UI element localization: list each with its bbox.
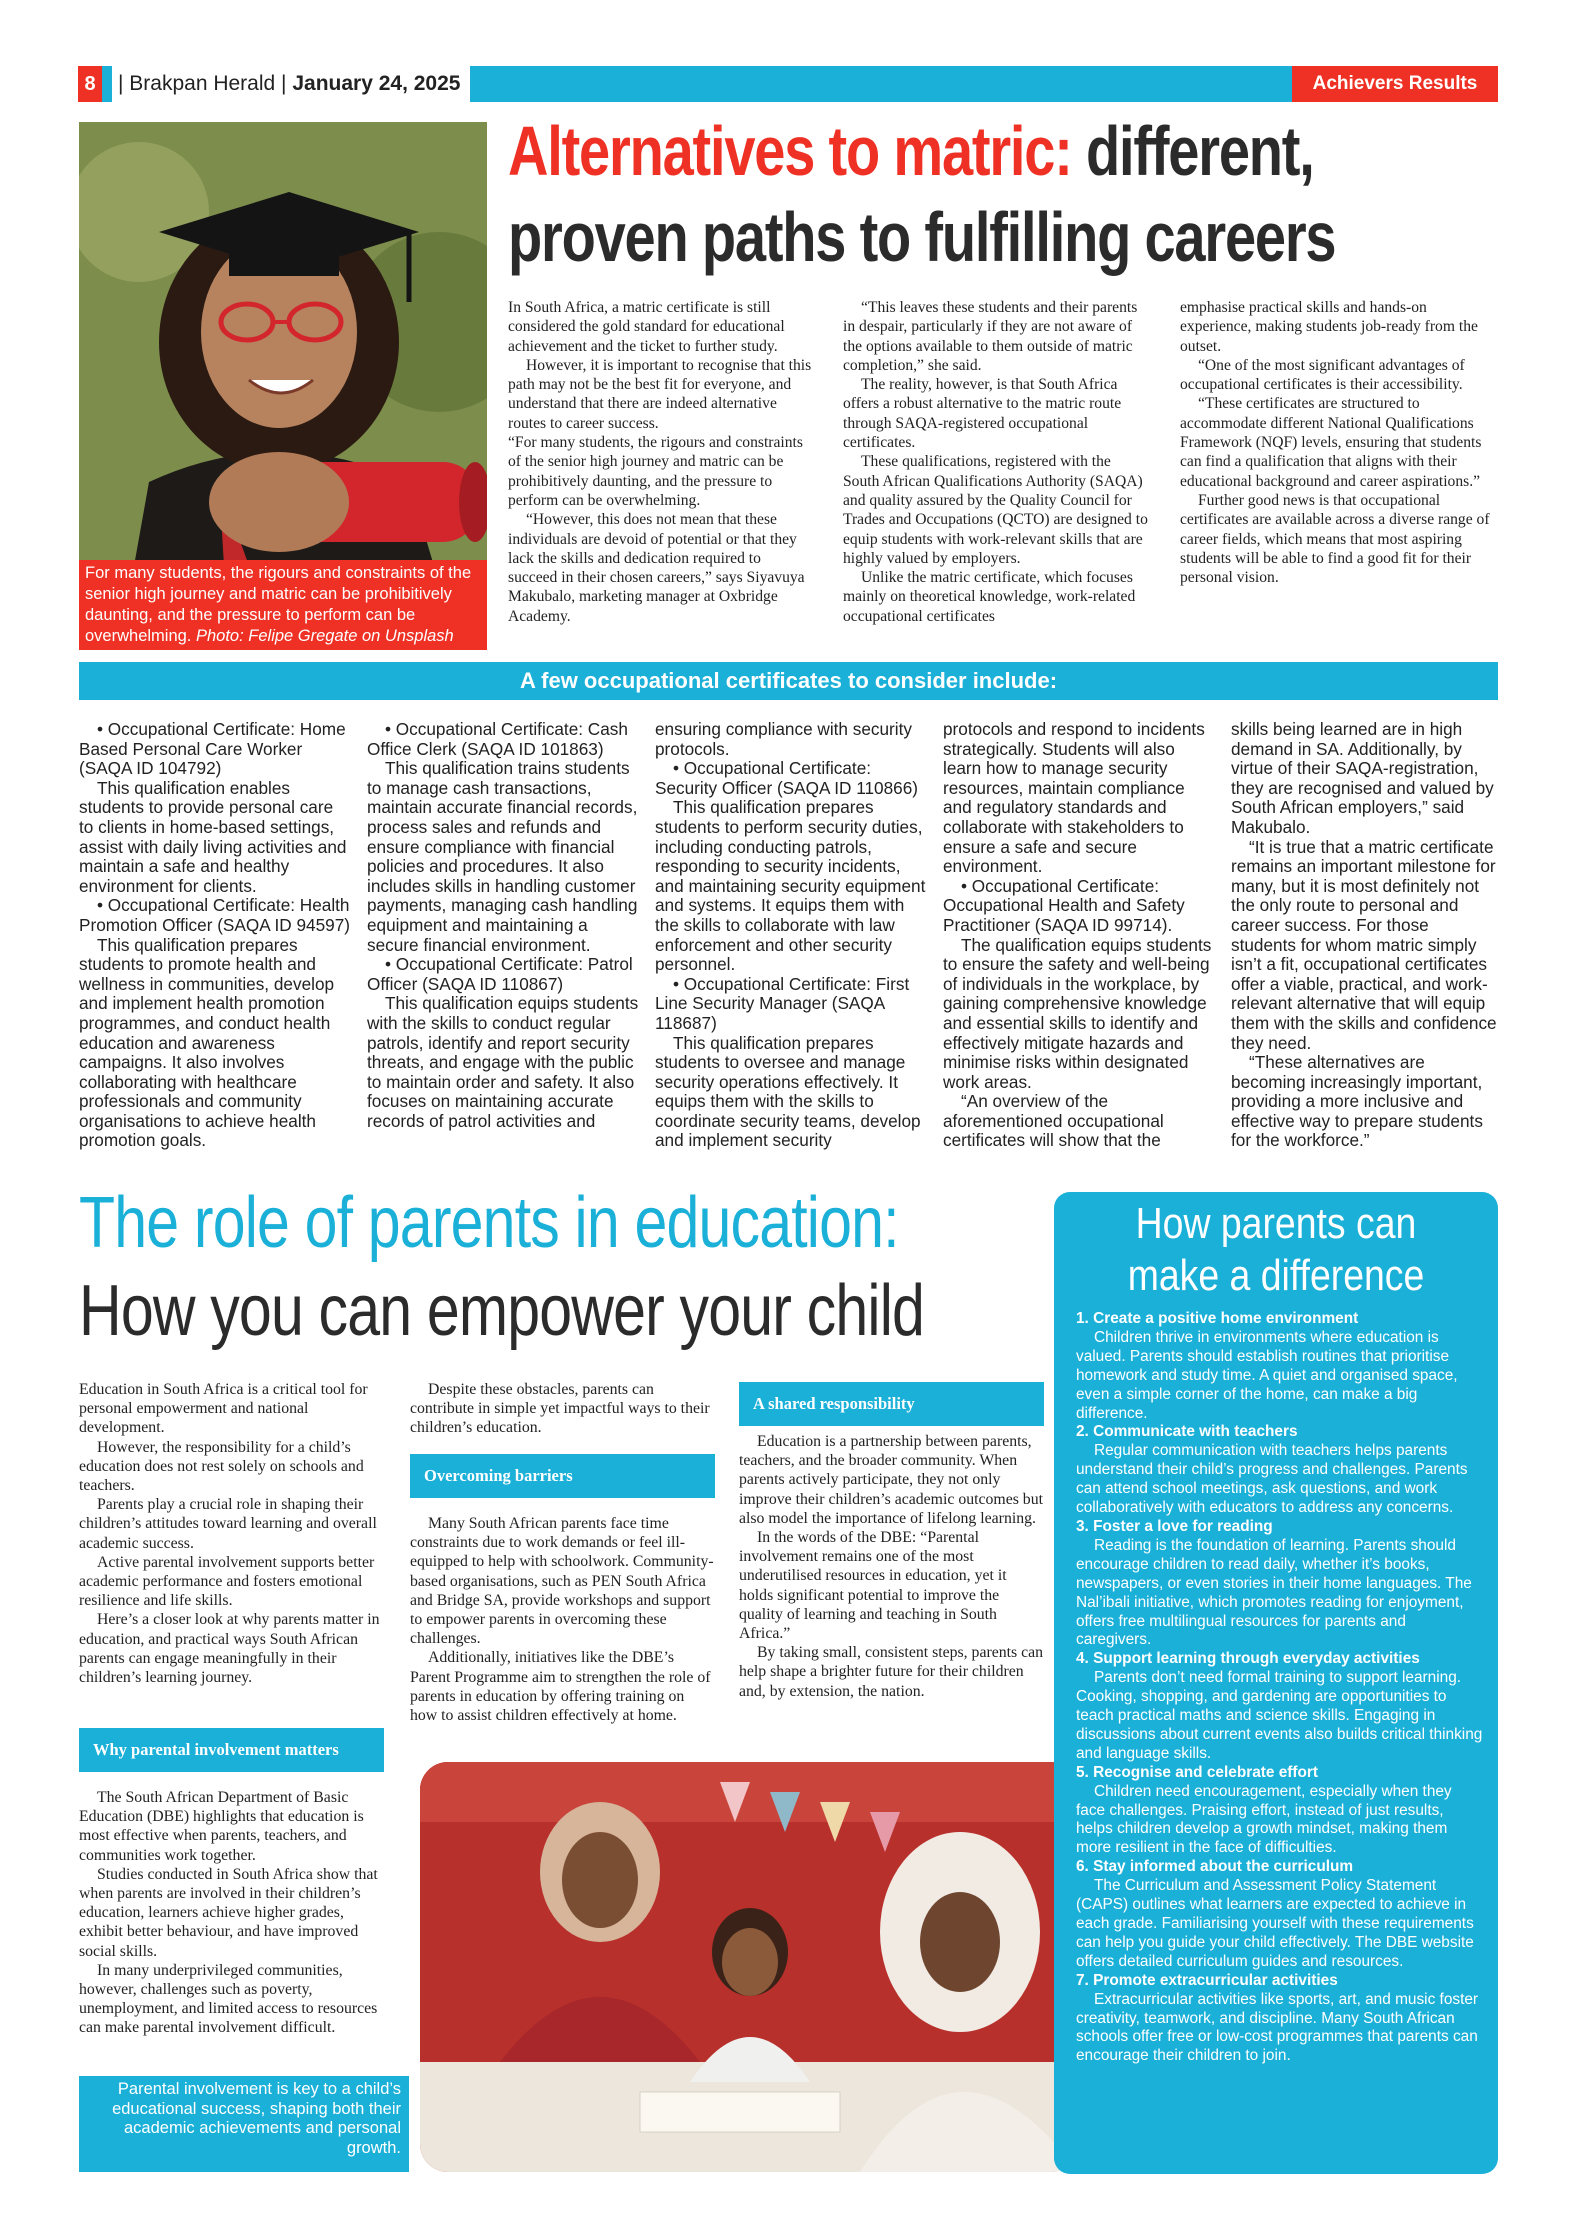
photo-credit: Photo: Felipe Gregate on Unsplash [195,627,454,645]
sidebar-tips [1076,1310,1484,2066]
subhead-why: Why parental involvement matters [79,1728,384,1772]
family-photo-caption: Parental involvement is key to a child’s educational success, shaping both their academic achievements and personal growth. [79,2076,409,2172]
subhead-shared: A shared responsibility [739,1382,1044,1426]
paragraph: Parents play a crucial role in shaping their children’s attitudes toward learning and overall academic success. [79,1496,377,1552]
paragraph: This qualification trains students to manage cash transactions, maintain accurate financial records, process sales and refunds and ensure compliance with financial policies and procedures. It also includes skills in handling customer payments, managing cash handling equipment and maintaining a secure financial environment. [367,758,638,955]
tip-heading: 6. Stay informed about the curriculum [1076,1858,1354,1876]
paragraph: “However, this does not mean that these individuals are devoid of potential or that they lack the skills and dedication required to succeed in their chosen careers,” says Siyavuya Makubalo, marketing manager at Oxbridge Academy. [508,511,805,625]
tip-text: Parents don’t need formal training to support learning. Cooking, shopping, and gardening are opportunities to teach practical maths and science skills. Engaging in discussions about current events also builds critical thinking and language skills. [1076,1669,1483,1762]
paragraph: Unlike the matric certificate, which focuses mainly on theoretical knowledge, work-related occupational certificates [843,569,1136,625]
tip-heading: 3. Foster a love for reading [1076,1517,1273,1535]
paragraph: “These alternatives are becoming increasingly important, providing a more inclusive and effective way to prepare students for the workforce.” [1231,1052,1483,1151]
paragraph: Studies conducted in South Africa show that when parents are involved in their children’s education, learners achieve higher grades, exhibit better behaviour, and have improved social skills. [79,1865,378,1960]
paragraph: In South Africa, a matric certificate is still considered the gold standard for educational achievement and the ticket to further study. [508,299,785,355]
tip-heading: 7. Promote extracurricular activities [1076,1971,1338,1989]
paragraph: These qualifications, registered with the South African Qualifications Authority (SAQA) and quality assured by the Quality Council for Trades and Occupations (QCTO) are designed to equip students with work-relevant skills that are highly valued by employers. [843,453,1148,567]
paragraph: Education is a partnership between parents, teachers, and the broader community. When parents actively participate, they not only improve their children’s academic outcomes but also model the importance of lifelong learning. [739,1433,1043,1527]
tip-heading: 4. Support learning through everyday activities [1076,1650,1420,1668]
tips-sidebar [1054,1192,1498,2174]
tip-text: Extracurricular activities like sports, art, and music foster creativity, teamwork, and discipline. Many South African schools offer free or low-cost programmes that parents can encourage their children to join. [1076,1990,1479,2065]
paragraph: This qualification prepares students to perform security duties, including conducting patrols, responding to security incidents, and maintaining security equipment and systems. It equips them with the skills to collaborate with law enforcement and other security personnel. [655,797,926,975]
family-illustration [420,1762,1078,2172]
paragraph: However, it is important to recognise that this path may not be the best fit for everyone, and understand that there are indeed alternative routes to career success. [508,356,812,432]
paragraph: However, the responsibility for a child’s education does not rest solely on schools and teachers. [79,1438,364,1495]
issue-date: January 24, 2025 [292,72,461,95]
tip-text: Reading is the foundation of learning. Parents should encourage children to read daily, whether it’s books, newspapers, or even stories in their home languages. The Nal’ibali initiative, which promotes reading for enjoyment, offers free multilingual resources for parents and caregivers. [1076,1536,1472,1649]
paragraph: This qualification equips students with the skills to conduct regular patrols, identify and report security threats, and engage with the public to maintain order and safety. It also focuses on maintaining accurate records of patrol activities and [367,993,639,1131]
article2-column-1-why [79,1788,384,2038]
paragraph: “One of the most significant advantages of occupational certificates is their accessibility. [1180,356,1465,394]
headline-red: Alternatives to matric: [508,112,1072,190]
list-item: • Occupational Certificate: Patrol Officer (SAQA ID 110867) [367,954,633,994]
paragraph: Many South African parents face time constraints due to work demands or feel ill-equipped to help with schoolwork. Community-based organisations, such as PEN South Africa and Bridge SA, provide workshops and support to empower parents in overcoming these challenges. [410,1515,714,1648]
caption-text: For many students, the rigours and constraints of the senior high journey and matric can be prohibitively daunting, and the pressure to perform can be overwhelming. [85,564,472,645]
article-headline [508,108,1500,280]
page-number: 8 [78,66,102,102]
article2-headline-1: The role of parents in education: [79,1183,899,1263]
paragraph: By taking small, consistent steps, parents can help shape a brighter future for their children and, by extension, the nation. [739,1644,1044,1700]
paragraph: Additionally, initiatives like the DBE’s Parent Programme aim to strengthen the role of parents in education by offering training on how to assist children effectively at home. [410,1649,711,1725]
subhead-barriers: Overcoming barriers [410,1454,715,1498]
headline-dark-2: proven paths to fulfilling careers [508,198,1336,276]
photo-caption [79,560,487,650]
certificates-column-5 [1231,720,1498,1151]
certificates-column-1 [79,720,351,1151]
paragraph: The South African Department of Basic Education (DBE) highlights that education is most effective when parents, teachers, and communities work together. [79,1789,364,1864]
tip-text: Regular communication with teachers helps parents understand their child’s progress and challenges. Parents can attend school meetings, ask questions, and work collaboratively with educators to address any concerns. [1076,1442,1468,1517]
paragraph: The reality, however, is that South Africa offers a robust alternative to the matric route through SAQA-registered occupational certificates. [843,376,1122,452]
certificates-column-3 [655,720,927,1151]
list-item: • Occupational Certificate: Security Officer (SAQA ID 110866) [655,758,919,798]
article1-column-3 [1180,298,1498,587]
paragraph: Active parental involvement supports better academic performance and fosters emotional resilience and life skills. [79,1553,375,1610]
tip-text: The Curriculum and Assessment Policy Statement (CAPS) outlines what learners are expected to achieve in each grade. Familiarising yourself with these requirements can help you guide your child effectively. The DBE website offers detailed curriculum guides and resources. [1076,1877,1474,1970]
paragraph: Despite these obstacles, parents can contribute in simple yet impactful ways to their children’s education. [410,1381,710,1437]
paragraph: “These certificates are structured to accommodate different National Qualifications Framework (NQF) levels, ensuring that students can find a qualification that aligns with their educational background and career aspirations.” [1180,395,1482,490]
paragraph: Further good news is that occupational certificates are available across a diverse range of career fields, which means that most aspiring students will be able to find a good fit for their personal vision. [1180,491,1490,587]
article2-column-2-barriers [410,1514,715,1725]
paragraph: Education in South Africa is a critical tool for personal empowerment and national development. [79,1381,368,1437]
sidebar-title-line-1: How parents can [1135,1199,1417,1248]
publication-name: | Brakpan Herald | [118,72,287,95]
list-item: • Occupational Certificate: Cash Office Clerk (SAQA ID 101863) [367,719,628,759]
article2-column-1 [79,1380,384,1687]
publication-line [112,66,470,102]
paragraph: In the words of the DBE: “Parental involvement remains one of the most underutilised resources in education, yet it holds significant potential to improve the quality of learning and teaching in South Africa.” [739,1529,1007,1643]
certificates-column-4 [943,720,1215,1151]
article2-column-2 [410,1380,715,1438]
tip-heading: 1. Create a positive home environment [1076,1310,1359,1327]
tip-text: Children thrive in environments where education is valued. Parents should establish routines that prioritise homework and study time. A quiet and organised space, even a simple corner of the home, can make a big difference. [1076,1328,1458,1422]
paragraph: “It is true that a matric certificate remains an important milestone for many, but it is most definitely not the only route to personal and career success. For those students for whom matric simply isn’t a fit, occupational certificates offer a viable, practical, and work-relevant alternative that will equip them with the skills and confidence they need. [1231,836,1497,1053]
article2-column-3-shared [739,1432,1044,1701]
family-photo [420,1762,1078,2172]
paragraph: This qualification prepares students to oversee and manage security operations effectively. It equips them with the skills to coordinate security teams, develop and implement security [655,1032,921,1151]
paragraph: Here’s a closer look at why parents matter in education, and practical ways South African parents can engage meaningfully in their children’s learning journey. [79,1611,380,1687]
paragraph: This qualification prepares students to promote health and wellness in communities, develop and implement health promotion programmes, and conduct health education and awareness campaigns. It also involves collaborating with healthcare professionals and community organisations to achieve health promotion goals. [79,934,335,1151]
list-item: • Occupational Certificate: First Line Security Manager (SAQA 118687) [655,973,910,1033]
tip-text: Children need encouragement, especially when they face challenges. Praising effort, instead of just results, helps children develop a growth mindset, making them more resilient in the face of difficulties. [1076,1782,1452,1857]
certificates-column-2 [367,720,639,1131]
paragraph: In many underprivileged communities, however, challenges such as poverty, unemployment, and limited access to resources can make parental involvement difficult. [79,1961,378,2037]
headline-dark-1: different, [1086,112,1314,190]
article1-column-1 [508,298,813,626]
paragraph: protocols and respond to incidents strategically. Students will also learn how to manage security resources, maintain compliance and regulatory standards and collaborate with stakeholders to ensure a safe and secure environment. [943,719,1205,877]
paragraph: ensuring compliance with security protocols. [655,719,912,759]
section-label: Achievers Results 2024 [1292,66,1498,102]
paragraph: This qualification enables students to provide personal care to clients in home-based settings, assist with daily living activities and maintain a safe and healthy environment for clients. [79,777,347,896]
list-item: • Occupational Certificate: Home Based Personal Care Worker (SAQA ID 104792) [79,719,346,779]
paragraph: “For many students, the rigours and constraints of the senior high journey and matric can be prohibitively daunting, and the pressure to perform can be overwhelming. [508,434,803,509]
paragraph: emphasise practical skills and hands-on experience, making students job-ready from the outset. [1180,299,1478,355]
sidebar-title-line-2: make a difference [1127,1251,1425,1300]
tip-heading: 5. Recognise and celebrate effort [1076,1763,1319,1781]
list-item: • Occupational Certificate: Health Promotion Officer (SAQA ID 94597) [79,895,350,935]
paragraph: “This leaves these students and their parents in despair, particularly if they are not aware of the options available to them outside of matric completion,” she said. [843,299,1138,374]
paragraph: “An overview of the aforementioned occupational certificates will show that the [943,1091,1164,1151]
paragraph: skills being learned are in high demand in SA. Additionally, by virtue of their SAQA-registration, they are recognised and valued by South African employers,” said Makubalo. [1231,719,1494,837]
paragraph: The qualification equips students to ensure the safety and well-being of individuals in the workplace, by gaining comprehensive knowledge and essential skills to identify and effectively mitigate hazards and minimise risks within designated work areas. [943,934,1212,1092]
article1-column-2 [843,298,1148,626]
certificates-banner: A few occupational certificates to consider include: [79,662,1498,700]
sidebar-title [1087,1198,1464,1302]
list-item: • Occupational Certificate: Occupational Health and Safety Practitioner (SAQA ID 99714). [943,875,1185,935]
tip-heading: 2. Communicate with teachers [1076,1423,1298,1441]
article2-headline-2: How you can empower your child [79,1271,925,1351]
